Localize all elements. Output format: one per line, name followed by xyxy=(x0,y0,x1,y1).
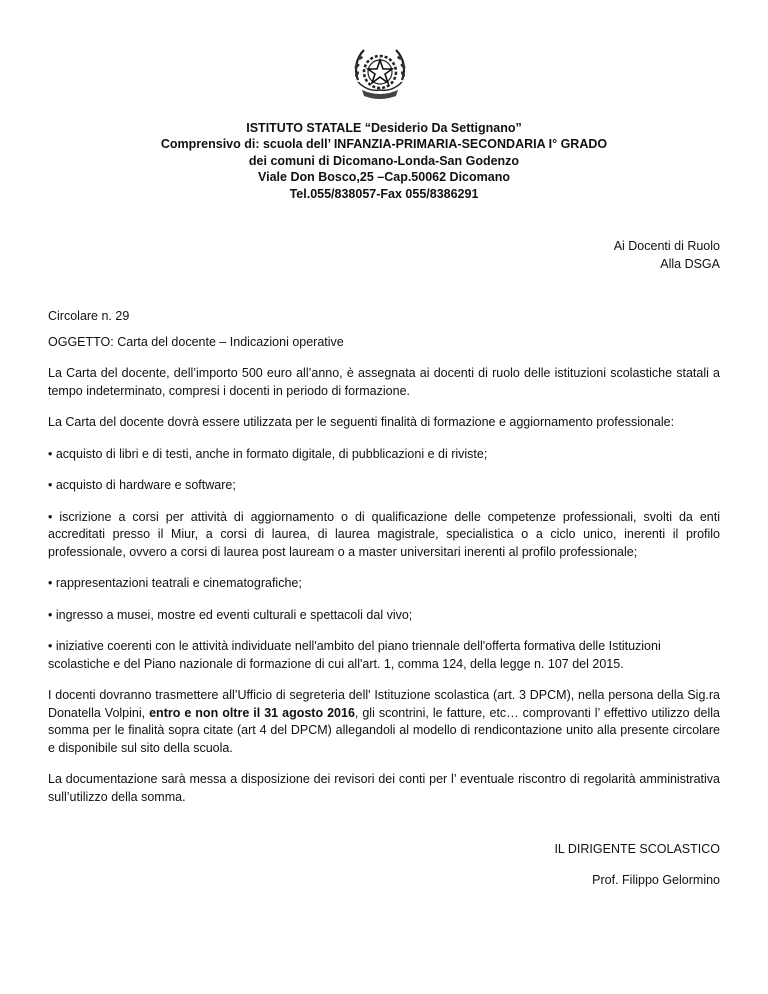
list-item: • iniziative coerenti con le attività individuate nell'ambito del piano triennale dell'offerta formativa delle Istituzioni scolastiche e del Piano nazionale di formazione di cui all'art. 1, comma 124, della legge n. 107 del 2015. xyxy=(48,639,661,671)
school-municipalities: dei comuni di Dicomano-Londa-San Godenzo xyxy=(248,153,520,168)
school-address: Viale Don Bosco,25 –Cap.50062 Dicomano xyxy=(258,170,510,185)
purposes-paragraph: La Carta del docente dovrà essere utilizzata per le seguenti finalità di formazione e aggiornamento professionale: xyxy=(48,415,675,429)
signature-name: Prof. Filippo Gelormino xyxy=(592,873,720,887)
school-type: Comprensivo di: scuola dell’ INFANZIA-PRIMARIA-SECONDARIA I° GRADO xyxy=(160,137,608,152)
list-item: • rappresentazioni teatrali e cinematografiche; xyxy=(48,576,302,590)
school-header xyxy=(0,120,768,202)
instructions-paragraph xyxy=(48,687,720,757)
signature-block xyxy=(554,842,720,887)
list-item: • ingresso a musei, mostre ed eventi culturali e spettacoli dal vivo; xyxy=(48,607,413,622)
circular-number: Circolare n. 29 xyxy=(48,309,130,323)
intro-paragraph: La Carta del docente, dell’importo 500 euro all’anno, è assegnata ai docenti di ruolo delle istituzioni scolastiche statali a tempo indeterminato, compresi i docenti in periodo di formazione. xyxy=(48,366,720,398)
list-item: • iscrizione a corsi per attività di aggiornamento o di qualificazione delle competenze professionali, svolti da enti accreditati presso il Miur, a corsi di laurea, di laurea magistrale, specialistica o a ciclo unico, inerenti il profilo professionale, ovvero a corsi di laurea post lauream o a master universitari inerenti al profilo professionale; xyxy=(48,509,720,559)
list-item: • acquisto di hardware e software; xyxy=(48,478,236,492)
list-item: • acquisto di libri e di testi, anche in formato digitale, di pubblicazioni e di riviste; xyxy=(48,446,488,461)
circular-body xyxy=(48,308,720,820)
signature-title: IL DIRIGENTE SCOLASTICO xyxy=(554,842,720,856)
deadline-text: entro e non oltre il 31 agosto 2016 xyxy=(149,705,355,720)
italian-republic-emblem-icon xyxy=(348,40,412,104)
documentation-paragraph: La documentazione sarà messa a disposizione dei revisori dei conti per l’ eventuale riscontro di regolarità amministrativa sull’utilizzo della somma. xyxy=(48,772,720,804)
instructions-text-before: I docenti dovranno trasmettere all’Ufficio di segreteria dell' Istituzione scolastica (art. 3 DPCM), nella persona della Sig.ra Donatella Volpini, xyxy=(48,688,720,720)
subject-line: OGGETTO: Carta del docente – Indicazioni operative xyxy=(48,334,344,349)
recipients-block xyxy=(614,237,720,273)
school-phone-fax: Tel.055/838057-Fax 055/8386291 xyxy=(289,186,479,201)
school-name: ISTITUTO STATALE “Desiderio Da Settignano” xyxy=(246,121,522,135)
recipient-dsga: Alla DSGA xyxy=(660,257,720,271)
recipient-teachers: Ai Docenti di Ruolo xyxy=(613,239,720,253)
instructions-text-after: , gli scontrini, le fatture, etc… comprovanti l’ effettivo utilizzo della somma per le finalità sopra citate (art 4 del DPCM) allegandoli al modello di rendicontazione unito alla presente circolare e disponibile sul sito della scuola. xyxy=(48,705,720,755)
